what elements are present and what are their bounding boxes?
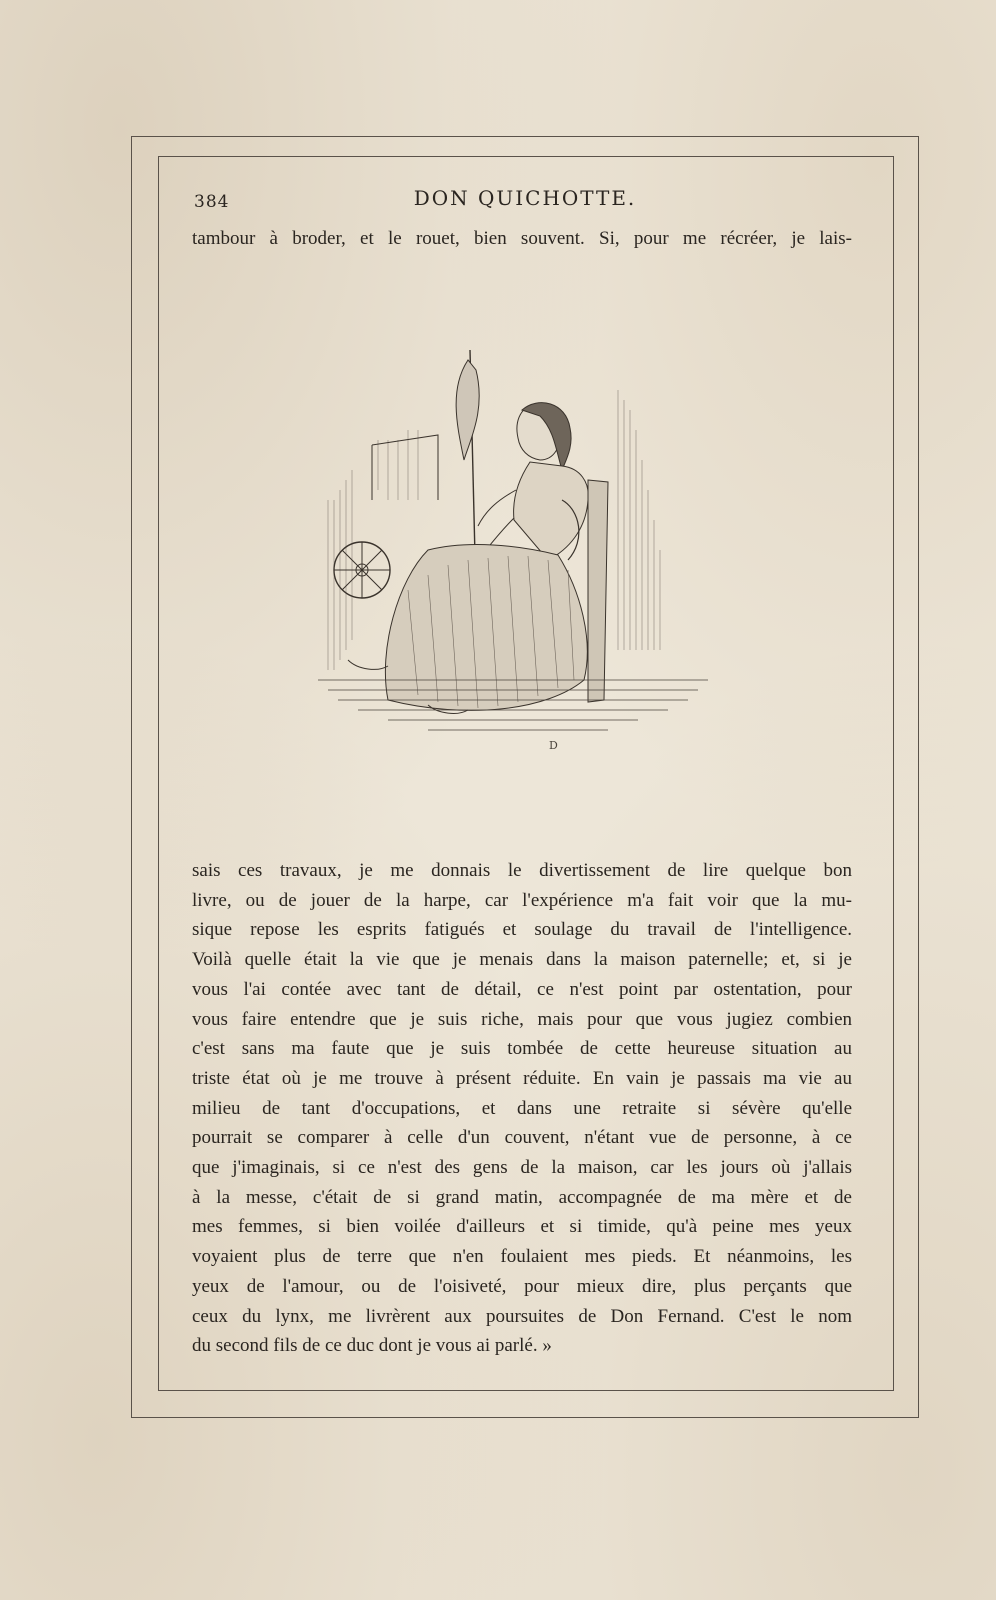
body-line: à la messe, c'était de si grand matin, accompagnée de ma mère et de [192, 1186, 852, 1208]
woman-spinning-wool-engraving [318, 350, 726, 762]
top-text-line: tambour à broder, et le rouet, bien souvent. Si, pour me récréer, je lais- [192, 228, 852, 249]
body-line: c'est sans ma faute que je suis tombée de cette heureuse situation au [192, 1038, 852, 1060]
running-title: DON QUICHOTTE. [413, 186, 637, 210]
body-line: sique repose les esprits fatigués et soulage du travail de l'intelligence. [192, 919, 852, 941]
artist-monogram: D [549, 739, 558, 752]
body-line: ceux du lynx, me livrèrent aux poursuites de Don Fernand. C'est le nom [192, 1305, 852, 1327]
body-line: voyaient plus de terre que n'en foulaient mes pieds. Et néanmoins, les [192, 1246, 852, 1268]
body-line: yeux de l'amour, ou de l'oisiveté, pour mieux dire, plus perçants que [192, 1275, 852, 1297]
body-line: milieu de tant d'occupations, et dans une retraite si sévère qu'elle [192, 1097, 852, 1119]
body-line: Voilà quelle était la vie que je menais dans la maison paternelle; et, si je [192, 949, 852, 971]
body-line: que j'imaginais, si ce n'est des gens de la maison, car les jours où j'allais [192, 1157, 852, 1179]
body-line: du second fils de ce duc dont je vous ai parlé. » [192, 1335, 552, 1357]
body-line: sais ces travaux, je me donnais le divertissement de lire quelque bon [192, 860, 852, 881]
body-line: mes femmes, si bien voilée d'ailleurs et si timide, qu'à peine mes yeux [192, 1216, 852, 1238]
body-line: vous faire entendre que je suis riche, mais pour que vous jugiez combien [192, 1008, 852, 1030]
body-paragraph [192, 856, 852, 1361]
body-line: vous l'ai contée avec tant de détail, ce n'est point par ostentation, pour [192, 978, 852, 1000]
page-number: 384 [194, 192, 230, 212]
body-line: triste état où je me trouve à présent réduite. En vain je passais ma vie au [192, 1067, 852, 1089]
body-line: pourrait se comparer à celle d'un couvent, n'étant vue de personne, à ce [192, 1127, 852, 1149]
body-line: livre, ou de jouer de la harpe, car l'expérience m'a fait voir que la mu- [192, 889, 852, 911]
